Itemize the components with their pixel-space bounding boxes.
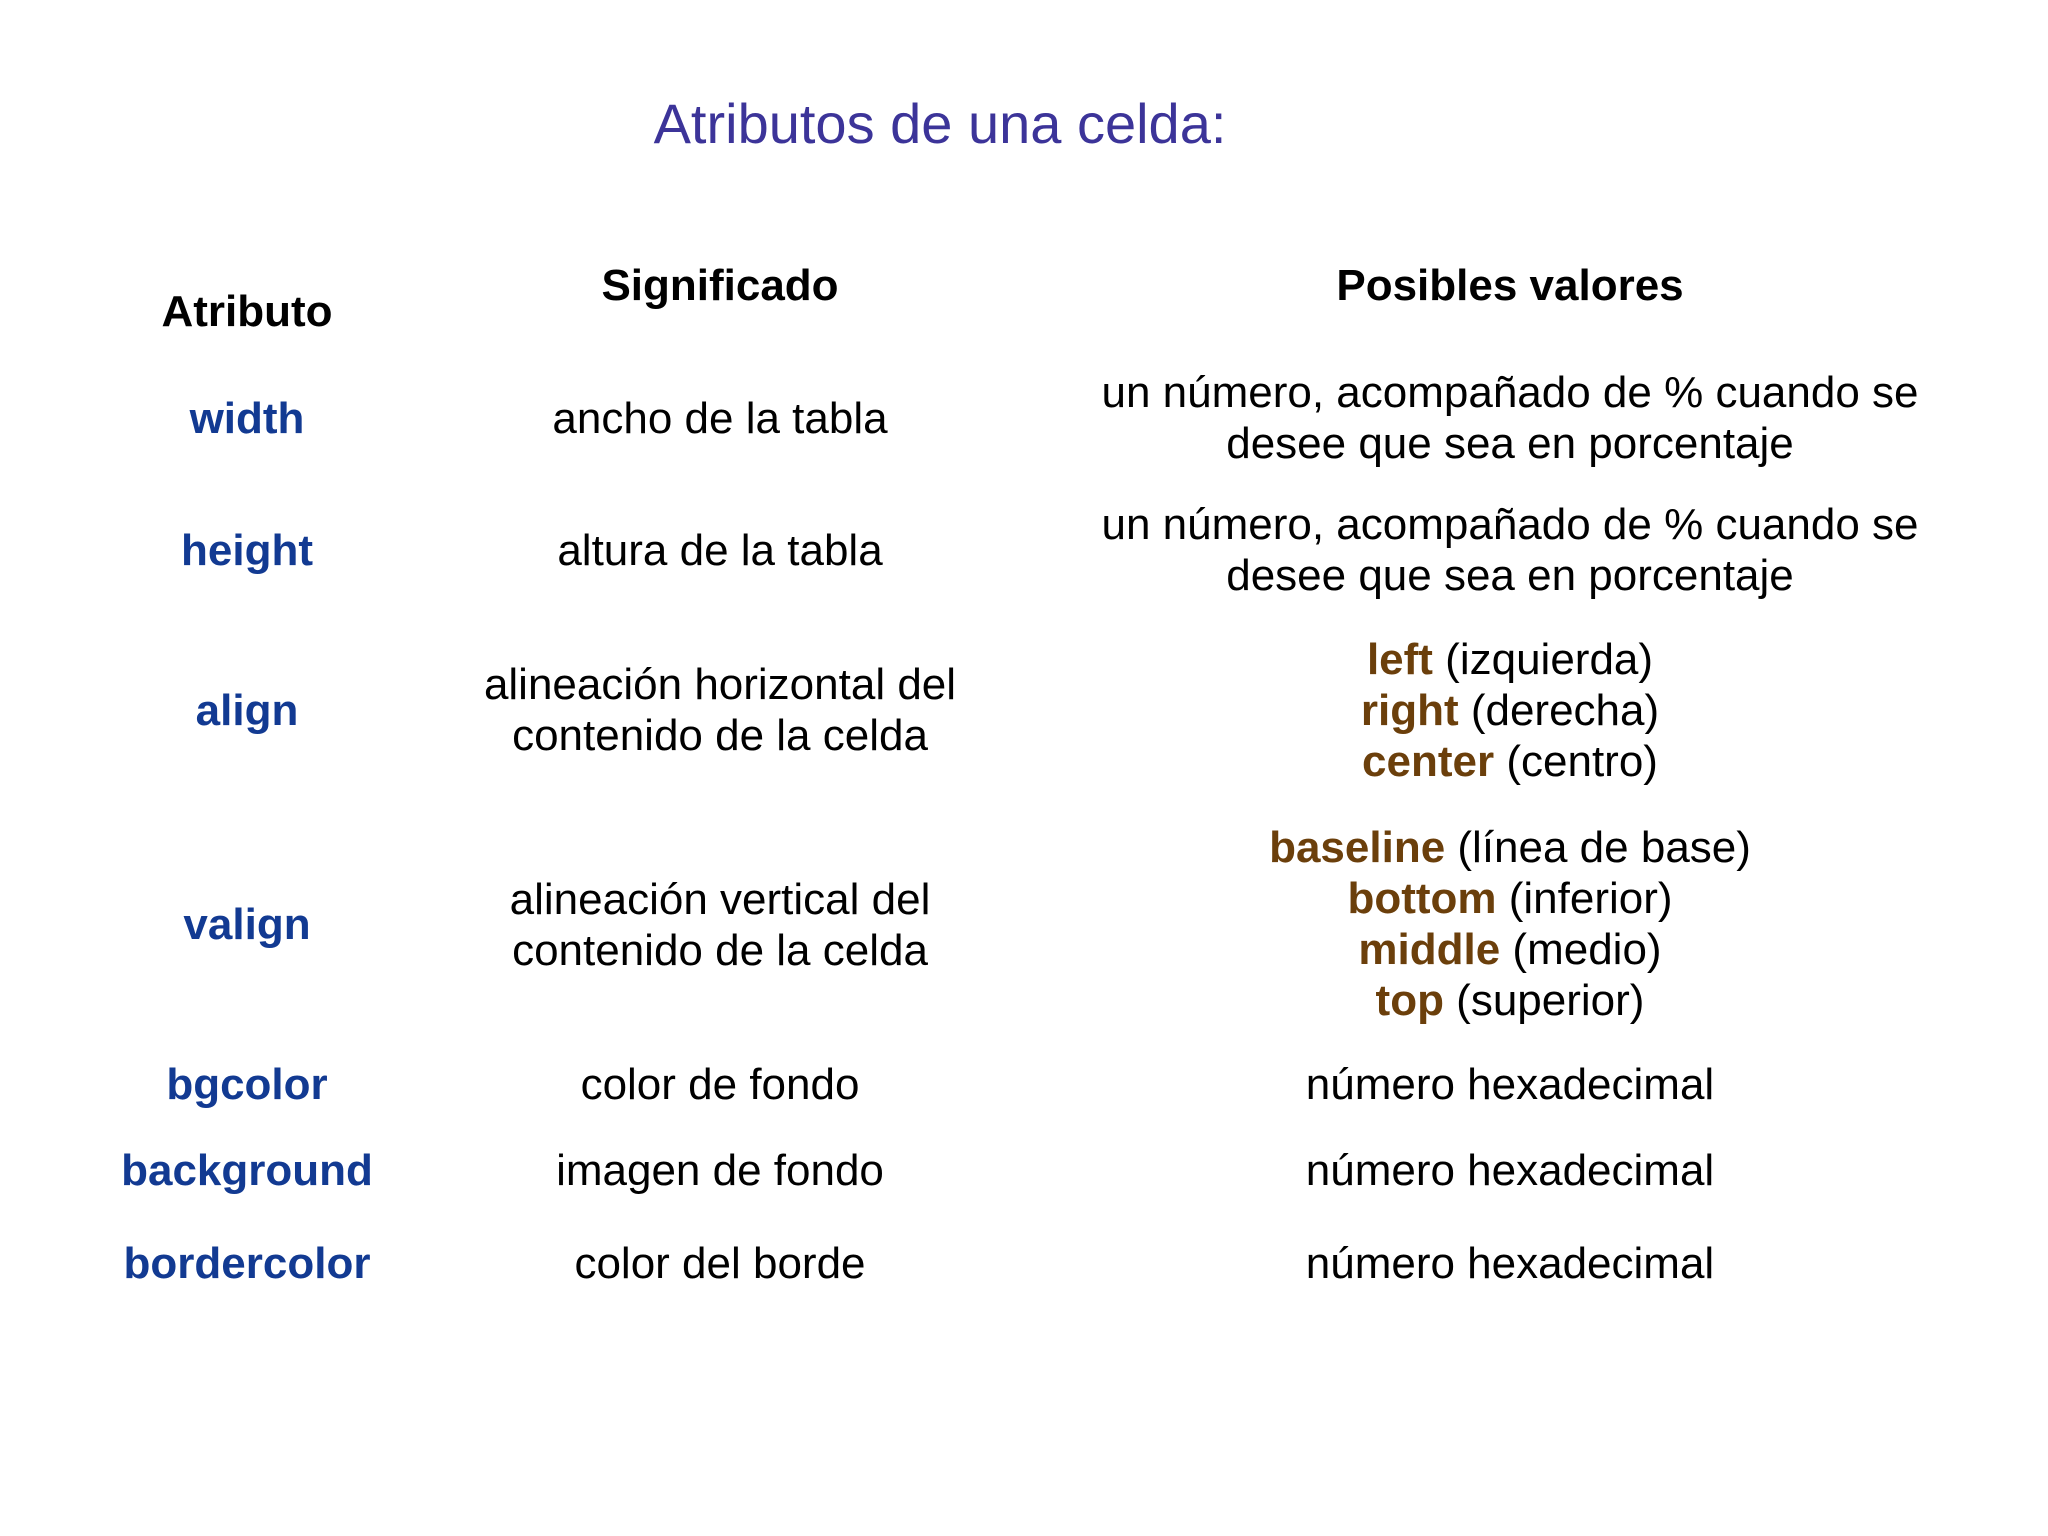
option-item [1040,634,1980,685]
header-posibles-valores: Posibles valores [1336,261,1684,310]
option-keyword: right [1360,686,1459,735]
values-line: desee que sea en porcentaje [1226,419,1794,468]
attr-bordercolor: bordercolor [123,1239,371,1288]
values-line: número hexadecimal [1305,1060,1715,1109]
values-height [1040,499,1980,601]
option-keyword: baseline [1269,823,1446,872]
option-description: (medio) [1500,925,1662,974]
option-item [1040,924,1980,975]
meaning-valign [420,874,1020,976]
option-description: (derecha) [1458,686,1660,735]
values-line: número hexadecimal [1305,1239,1715,1288]
values-align [1040,634,1980,787]
attr-width: width [189,394,305,443]
meaning-bordercolor [420,1238,1020,1289]
meaning-bgcolor [420,1059,1020,1110]
option-keyword: top [1375,976,1444,1025]
option-keyword: middle [1358,925,1501,974]
option-item [1040,873,1980,924]
option-description: (inferior) [1496,874,1673,923]
meaning-align [420,659,1020,761]
page-title: Atributos de una celda: [653,92,1227,155]
option-description: (superior) [1443,976,1645,1025]
attr-valign: valign [183,900,311,949]
meaning-line: altura de la tabla [557,526,883,575]
option-item [1040,822,1980,873]
values-width [1040,367,1980,469]
option-item [1040,685,1980,736]
meaning-line: imagen de fondo [556,1146,884,1195]
attr-bgcolor: bgcolor [166,1060,328,1109]
header-atributo: Atributo [161,287,333,336]
values-bordercolor [1040,1238,1980,1289]
meaning-line: color de fondo [580,1060,860,1109]
meaning-line: contenido de la celda [512,711,928,760]
option-description: (línea de base) [1445,823,1751,872]
attr-background: background [121,1146,373,1195]
option-item [1040,736,1980,787]
option-description: (izquierda) [1432,635,1654,684]
meaning-height [420,525,1020,576]
values-valign [1040,822,1980,1026]
option-keyword: bottom [1347,874,1497,923]
values-line: número hexadecimal [1305,1146,1715,1195]
values-line: un número, acompañado de % cuando se [1101,500,1919,549]
values-background [1040,1145,1980,1196]
values-line: desee que sea en porcentaje [1226,551,1794,600]
option-keyword: left [1366,635,1433,684]
meaning-line: contenido de la celda [512,926,928,975]
values-line: un número, acompañado de % cuando se [1101,368,1919,417]
attr-height: height [181,526,313,575]
meaning-line: color del borde [574,1239,866,1288]
option-item [1040,975,1980,1026]
meaning-line: alineación horizontal del [483,660,957,709]
attr-align: align [195,686,299,735]
meaning-width [420,393,1020,444]
values-bgcolor [1040,1059,1980,1110]
header-significado: Significado [601,261,839,310]
meaning-line: ancho de la tabla [552,394,888,443]
option-description: (centro) [1494,737,1658,786]
meaning-background [420,1145,1020,1196]
meaning-line: alineación vertical del [509,875,931,924]
option-keyword: center [1362,737,1495,786]
